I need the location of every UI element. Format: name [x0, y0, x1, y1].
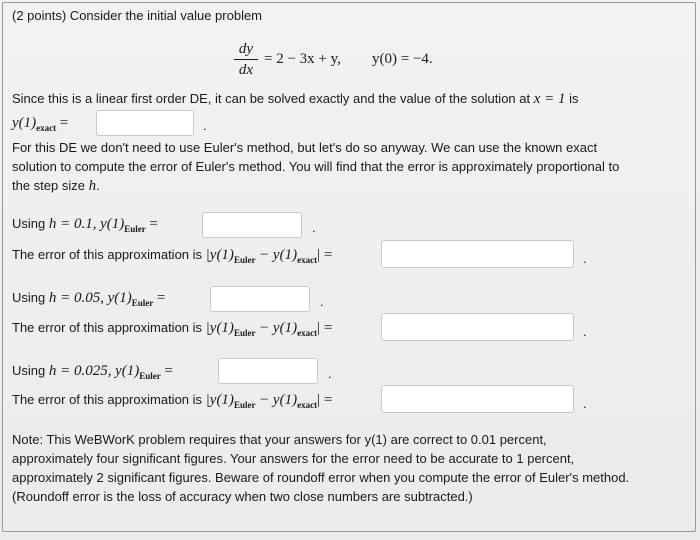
- error-prefix: The error of this approximation is: [12, 392, 203, 407]
- error-sub-euler: Euler: [233, 255, 256, 265]
- error-abs-open: |y(1): [205, 247, 234, 263]
- note-line3: approximately 2 significant figures. Beware of roundoff error when you compute the error of Euler's method.: [12, 470, 630, 485]
- period: .: [583, 396, 587, 411]
- note-line2: approximately four significant figures. Your answers for the error need to be accurate to 1 percent,: [12, 451, 575, 466]
- fraction-bar: [234, 59, 258, 60]
- using-label: Using: [12, 363, 46, 378]
- para2-line2: solution to compute the error of Euler's method. You will find that the error is approximately proportional to: [12, 159, 620, 174]
- period: .: [583, 251, 587, 266]
- note-line4: (Roundoff error is the loss of accuracy when two close numbers are subtracted.): [12, 489, 473, 504]
- dy-dx-fraction: [234, 40, 258, 79]
- note-line1: Note: This WeBWorK problem requires that your answers for y(1) are correct to 0.01 percent,: [12, 432, 547, 447]
- euler-equals: =: [156, 290, 166, 306]
- initial-condition: y(0) = −4.: [372, 51, 433, 67]
- using-label: Using: [12, 290, 46, 305]
- error-minus: − y(1): [259, 392, 298, 408]
- using-label: Using: [12, 216, 46, 231]
- step2-error-line: [12, 319, 332, 338]
- h-value: h = 0.1,: [48, 216, 97, 232]
- error-prefix: The error of this approximation is: [12, 320, 203, 335]
- error-sub-exact: exact: [297, 400, 318, 410]
- euler-y1: y(1): [100, 216, 125, 232]
- euler-equals: =: [164, 363, 173, 379]
- step-size-h: h: [88, 178, 97, 194]
- error-minus: − y(1): [259, 247, 298, 263]
- error-abs-close: | =: [317, 392, 333, 408]
- euler-answer-input-h01[interactable]: [202, 212, 302, 238]
- fraction-numerator: dy: [238, 41, 254, 57]
- para2-line3: [12, 177, 100, 195]
- error-abs-close: | =: [317, 320, 333, 336]
- para2-line3-text: the step size: [12, 178, 85, 193]
- step3-error-line: [12, 391, 332, 410]
- error-answer-input-h0025[interactable]: [381, 385, 574, 413]
- exact-subscript: exact: [36, 123, 57, 133]
- euler-subscript: Euler: [139, 371, 161, 381]
- fraction-denominator: dx: [238, 62, 254, 78]
- period: .: [312, 220, 316, 235]
- equation-rhs: = 2 − 3x + y,: [264, 51, 341, 67]
- euler-answer-input-h0025[interactable]: [218, 358, 318, 384]
- error-abs-open: |y(1): [205, 320, 234, 336]
- x-equals-one: x = 1: [533, 91, 566, 107]
- euler-y1: y(1): [115, 363, 140, 379]
- exact-answer-input[interactable]: [96, 110, 194, 136]
- para1-text: Since this is a linear first order DE, it can be solved exactly and the value of the solution at: [12, 91, 531, 106]
- period: .: [320, 294, 324, 309]
- error-sub-euler: Euler: [233, 328, 256, 338]
- euler-equals: =: [149, 216, 158, 232]
- exact-label: [12, 114, 68, 133]
- problem-header: (2 points) Consider the initial value problem: [12, 8, 263, 23]
- h-value: h = 0.025,: [48, 363, 112, 379]
- error-sub-euler: Euler: [233, 400, 256, 410]
- error-prefix: The error of this approximation is: [12, 247, 203, 262]
- step2-using: [12, 289, 165, 308]
- euler-subscript: Euler: [131, 298, 154, 308]
- euler-y1: y(1): [107, 290, 132, 306]
- error-answer-input-h01[interactable]: [381, 240, 574, 268]
- para2-line1: For this DE we don't need to use Euler's method, but let's do so anyway. We can use the known exact: [12, 140, 598, 155]
- euler-answer-input-h005[interactable]: [210, 286, 310, 312]
- step1-using: [12, 215, 158, 234]
- para1-line1: [12, 90, 579, 108]
- euler-subscript: Euler: [124, 224, 146, 234]
- step1-error-line: [12, 246, 332, 265]
- exact-y1: y(1): [12, 115, 37, 131]
- para2-end: .: [96, 178, 100, 193]
- period: .: [583, 324, 587, 339]
- error-abs-open: |y(1): [205, 392, 234, 408]
- error-answer-input-h005[interactable]: [381, 313, 574, 341]
- h-value: h = 0.05,: [48, 290, 104, 306]
- exact-equals: =: [59, 115, 69, 131]
- error-minus: − y(1): [259, 320, 298, 336]
- para1-is: is: [569, 91, 579, 106]
- error-abs-close: | =: [317, 247, 333, 263]
- period: .: [328, 366, 332, 381]
- step3-using: [12, 362, 173, 381]
- error-sub-exact: exact: [297, 255, 318, 265]
- exact-period: .: [203, 118, 207, 133]
- error-sub-exact: exact: [297, 328, 318, 338]
